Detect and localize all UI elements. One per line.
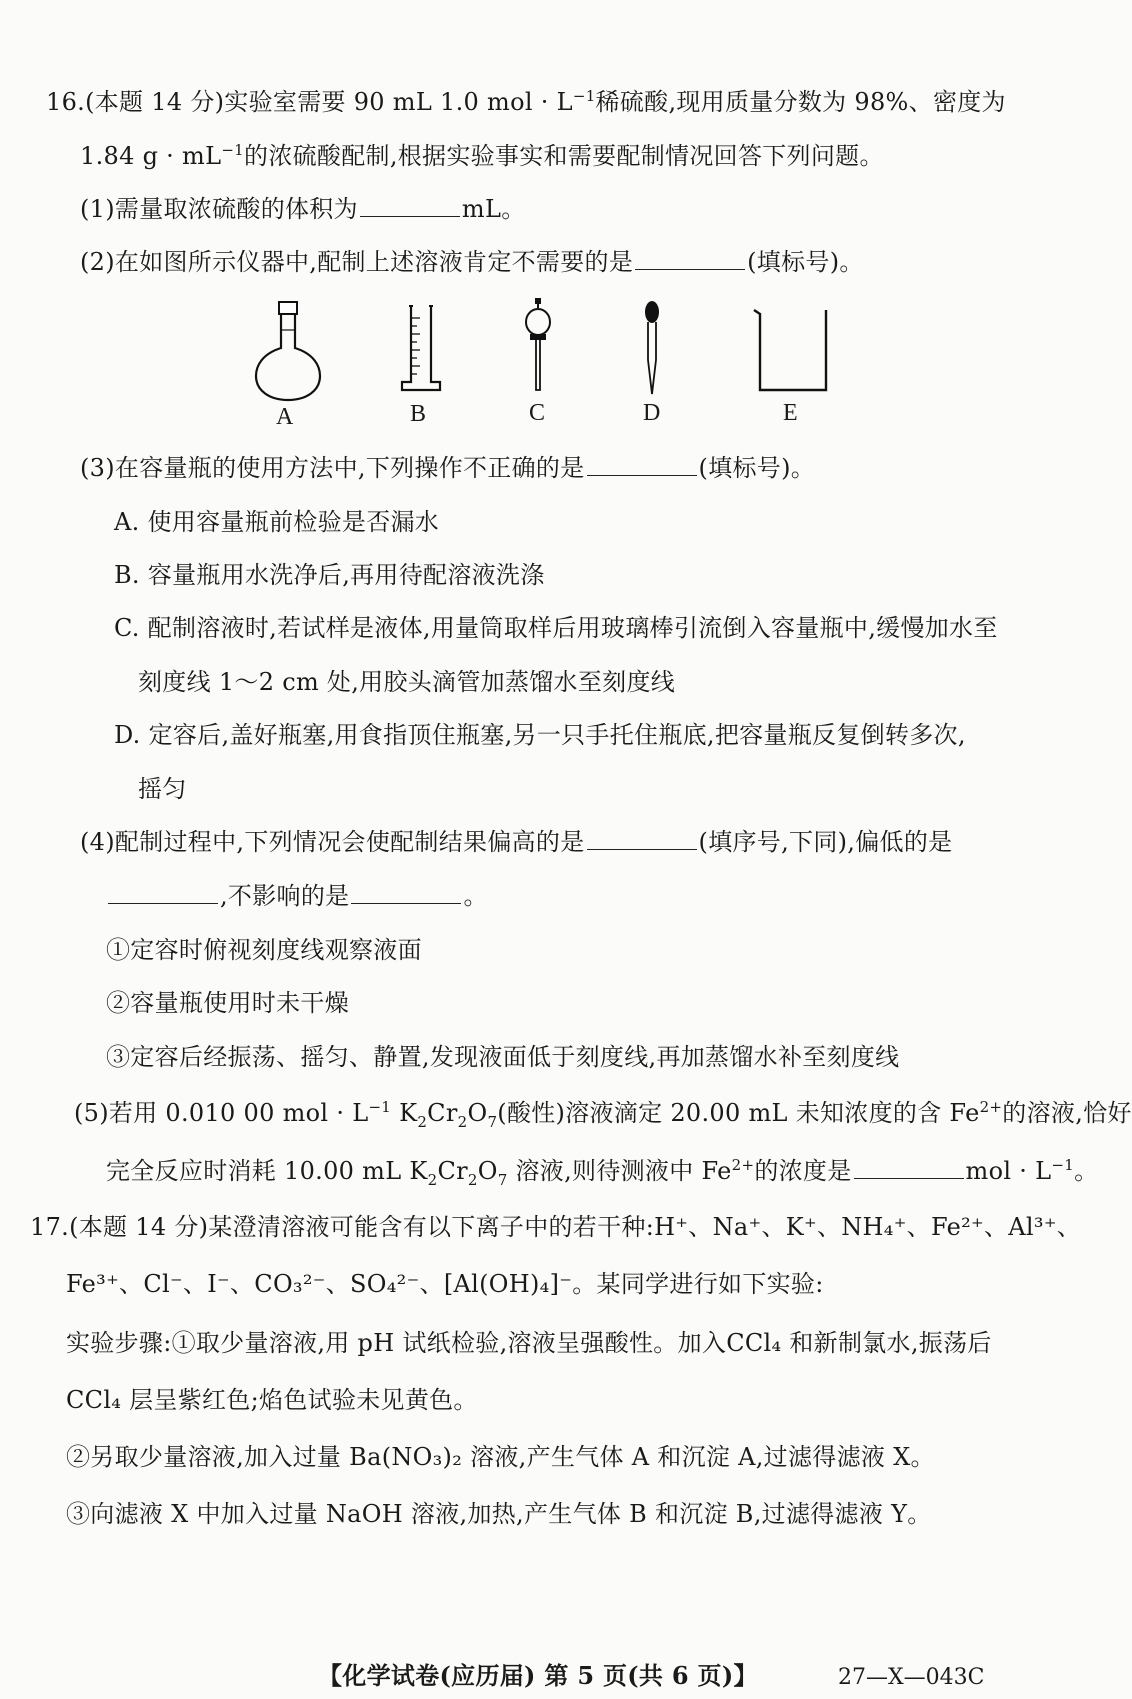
answer-blank-4-high[interactable] (587, 827, 697, 850)
option-d-continued: 摇匀 (138, 775, 187, 803)
q17-stem-line2: Fe³⁺、Cl⁻、I⁻、CO₃²⁻、SO₄²⁻、[Al(OH)₄]⁻。某同学进行如下实验: (66, 1270, 824, 1298)
condition-1: ①定容时俯视刻度线观察液面 (106, 936, 422, 964)
q16-part5-text-i: 的浓度是 (754, 1157, 852, 1185)
subscript: 2 (467, 1170, 478, 1189)
q16-part5-text-h: 溶液,则待测液中 Fe (507, 1157, 732, 1185)
unit-exponent: −1 (221, 141, 245, 159)
q16-part5-line1 (74, 1097, 1132, 1129)
answer-blank-4-none[interactable] (351, 881, 461, 904)
q16-part2-text: (2)在如图所示仪器中,配制上述溶液肯定不需要的是 (80, 248, 634, 276)
q16-stem-line1 (46, 86, 1006, 118)
q16-part4-text: (4)配制过程中,下列情况会使配制结果偏高的是 (80, 828, 585, 856)
q17-stem-line1: 17.(本题 14 分)某澄清溶液可能含有以下离子中的若干种:H⁺、Na⁺、K⁺、NH₄⁺、Fe²⁺、Al³⁺、 (30, 1213, 1082, 1241)
condition-3: ③定容后经振荡、摇匀、静置,发现液面低于刻度线,再加蒸馏水补至刻度线 (106, 1043, 900, 1071)
q16-part5-o2: O (477, 1157, 498, 1185)
q16-part5-text-g: 完全反应时消耗 10.00 mL K (106, 1157, 428, 1185)
charge-superscript: 2+ (979, 1098, 1003, 1116)
q16-part5-line2 (106, 1155, 1098, 1187)
separatory-funnel-icon (518, 296, 558, 396)
option-c: C. 配制溶液时,若试样是液体,用量筒取样后用玻璃棒引流倒入容量瓶中,缓慢加水至 (114, 614, 998, 642)
q16-part4-line2 (106, 880, 488, 912)
apparatus-label-e: E (783, 400, 798, 426)
q16-part4-text-b: (填序号,下同),偏低的是 (698, 828, 953, 856)
q16-part4-text-c: ,不影响的是 (220, 882, 350, 910)
paper-code: 27—X—043C (838, 1665, 985, 1690)
q16-part1-unit: mL。 (461, 195, 526, 223)
q16-part4-line1 (80, 826, 952, 858)
subscript: 2 (457, 1112, 468, 1131)
q16-part2 (80, 246, 864, 278)
unit-exponent: −1 (1051, 1156, 1075, 1174)
q16-part5-text-f: 的溶液,恰好 (1002, 1099, 1132, 1127)
q16-part5-o: O (467, 1099, 488, 1127)
q16-part5-k: K (391, 1099, 418, 1127)
q16-part5-text-e: (酸性)溶液滴定 20.00 mL 未知浓度的含 Fe (497, 1099, 980, 1127)
q16-part2-suffix: (填标号)。 (747, 248, 864, 276)
answer-blank-2[interactable] (635, 247, 745, 270)
answer-blank-4-low[interactable] (108, 881, 218, 904)
page-footer: 【化学试卷(应历届) 第 5 页(共 6 页)】 (318, 1661, 758, 1690)
q16-stem-text-a: 16.(本题 14 分)实验室需要 90 mL 1.0 mol · L (46, 88, 573, 116)
subscript: 7 (487, 1112, 498, 1131)
apparatus-label-b: B (410, 401, 427, 427)
q16-part1-text: (1)需量取浓硫酸的体积为 (80, 195, 358, 223)
subscript: 7 (497, 1170, 508, 1189)
apparatus-label-c: C (529, 400, 546, 426)
subscript: 2 (417, 1112, 428, 1131)
q16-part5-unit: mol · L (965, 1157, 1052, 1185)
unit-exponent: −1 (368, 1098, 392, 1116)
q17-step1-line2: CCl₄ 层呈紫红色;焰色试验未见黄色。 (66, 1386, 478, 1414)
answer-blank-5[interactable] (854, 1156, 964, 1179)
unit-exponent: −1 (572, 87, 596, 105)
q16-stem-line2 (80, 140, 884, 172)
q16-part5-end: 。 (1074, 1157, 1099, 1185)
beaker-icon (752, 306, 832, 396)
q16-stem2-text-b: 的浓硫酸配制,根据实验事实和需要配制情况回答下列问题。 (244, 142, 884, 170)
subscript: 2 (427, 1170, 438, 1189)
q16-stem-text-b: 稀硫酸,现用质量分数为 98%、密度为 (595, 88, 1006, 116)
q16-stem2-text-a: 1.84 g · mL (80, 142, 222, 170)
answer-blank-3[interactable] (587, 453, 697, 476)
graduated-cylinder-icon (400, 302, 442, 394)
q16-part3-suffix: (填标号)。 (698, 454, 816, 482)
option-a: A. 使用容量瓶前检验是否漏水 (114, 508, 440, 536)
q16-part1 (80, 193, 526, 225)
option-b: B. 容量瓶用水洗净后,再用待配溶液洗涤 (114, 561, 545, 589)
charge-superscript: 2+ (731, 1156, 755, 1174)
option-d: D. 定容后,盖好瓶塞,用食指顶住瓶塞,另一只手托住瓶底,把容量瓶反复倒转多次, (114, 721, 966, 749)
q16-part3 (80, 452, 815, 484)
dropper-icon (640, 300, 664, 396)
q16-part5-cr: Cr (427, 1099, 458, 1127)
volumetric-flask-icon (248, 300, 328, 405)
apparatus-label-d: D (643, 400, 661, 426)
answer-blank-1[interactable] (360, 194, 460, 217)
option-c-continued: 刻度线 1～2 cm 处,用胶头滴管加蒸馏水至刻度线 (138, 668, 676, 696)
q16-part4-text-d: 。 (463, 882, 488, 910)
q17-step3: ③向滤液 X 中加入过量 NaOH 溶液,加热,产生气体 B 和沉淀 B,过滤得滤液 Y。 (66, 1500, 932, 1528)
q16-part5-cr2: Cr (437, 1157, 468, 1185)
q16-part3-text: (3)在容量瓶的使用方法中,下列操作不正确的是 (80, 454, 585, 482)
q17-step1-line1: 实验步骤:①取少量溶液,用 pH 试纸检验,溶液呈强酸性。加入CCl₄ 和新制氯水,振荡后 (66, 1329, 992, 1357)
apparatus-label-a: A (276, 404, 294, 430)
q16-part5-text-a: (5)若用 0.010 00 mol · L (74, 1099, 369, 1127)
condition-2: ②容量瓶使用时未干燥 (106, 989, 349, 1017)
q17-step2: ②另取少量溶液,加入过量 Ba(NO₃)₂ 溶液,产生气体 A 和沉淀 A,过滤得滤液 X。 (66, 1443, 935, 1471)
